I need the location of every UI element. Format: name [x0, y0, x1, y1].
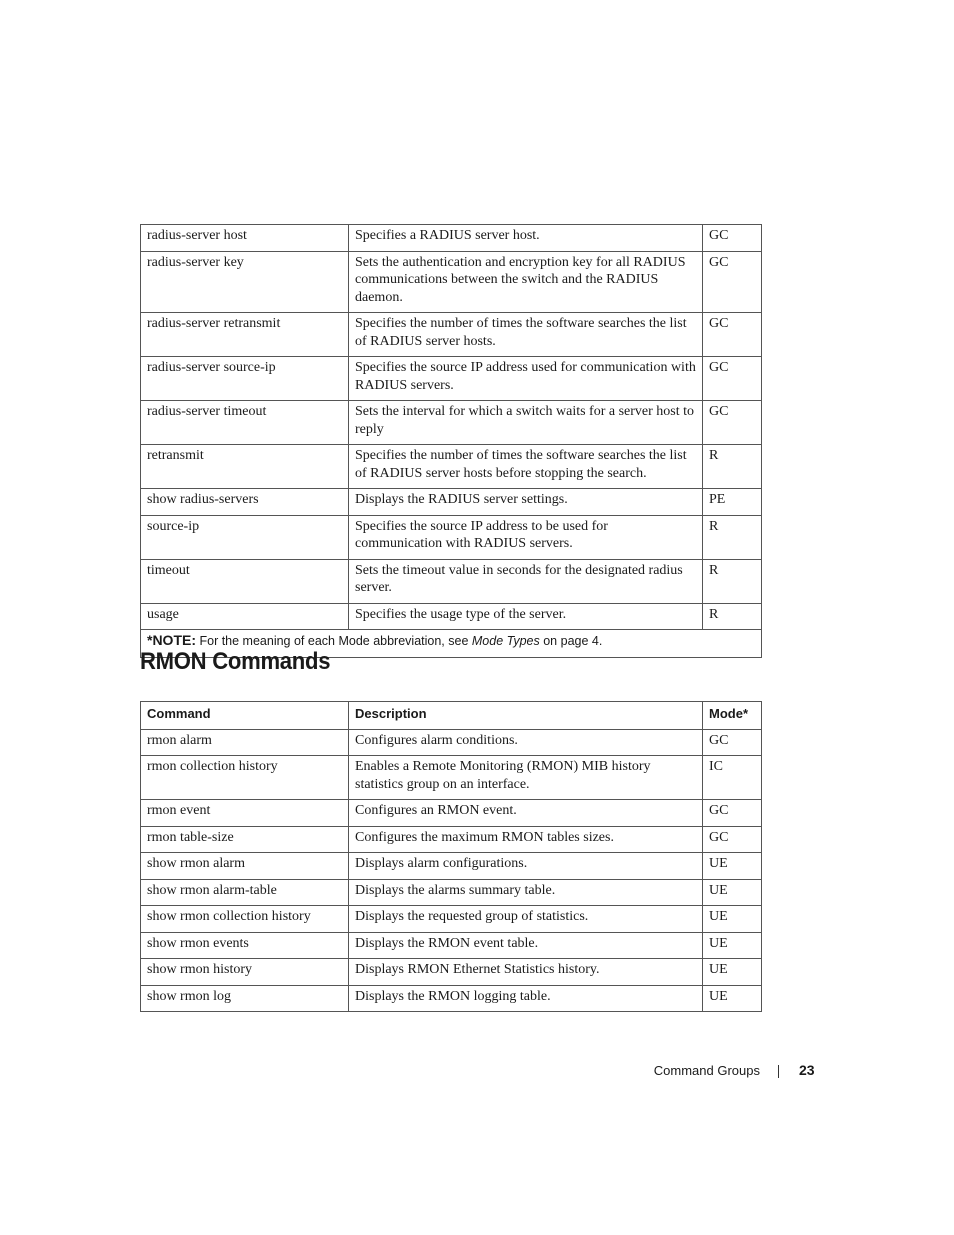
mode-cell: UE [703, 985, 762, 1012]
rmon-commands-table [140, 701, 762, 1012]
command-cell: usage [141, 603, 349, 630]
command-cell: show radius-servers [141, 489, 349, 516]
table-row [141, 729, 762, 756]
description-cell: Configures an RMON event. [349, 800, 703, 827]
note-text: For the meaning of each Mode abbreviation, see [199, 634, 469, 648]
description-cell: Displays the alarms summary table. [349, 879, 703, 906]
table-row [141, 932, 762, 959]
table-row [141, 225, 762, 252]
header-row [141, 702, 762, 730]
table-row [141, 853, 762, 880]
description-cell: Configures alarm conditions. [349, 729, 703, 756]
footer-title: Command Groups [653, 1063, 760, 1078]
description-cell: Sets the interval for which a switch waits for a server host to reply [349, 401, 703, 445]
table-row [141, 445, 762, 489]
page-footer [0, 1062, 954, 1082]
command-cell: source-ip [141, 515, 349, 559]
table-row [141, 800, 762, 827]
command-cell: rmon event [141, 800, 349, 827]
description-header: Description [349, 702, 703, 730]
mode-cell: R [703, 603, 762, 630]
command-cell: show rmon events [141, 932, 349, 959]
command-cell: radius-server source-ip [141, 357, 349, 401]
command-cell: show rmon alarm [141, 853, 349, 880]
command-cell: rmon table-size [141, 826, 349, 853]
description-cell: Specifies a RADIUS server host. [349, 225, 703, 252]
description-cell: Configures the maximum RMON tables sizes. [349, 826, 703, 853]
table-row [141, 559, 762, 603]
command-cell: radius-server retransmit [141, 313, 349, 357]
mode-cell: GC [703, 401, 762, 445]
command-cell: show rmon history [141, 959, 349, 986]
command-cell: timeout [141, 559, 349, 603]
mode-cell: UE [703, 853, 762, 880]
table-row [141, 985, 762, 1012]
table-row [141, 515, 762, 559]
page-number: 23 [799, 1062, 815, 1078]
description-cell: Specifies the source IP address used for communication with RADIUS servers. [349, 357, 703, 401]
note-text-after: on page 4. [543, 634, 603, 648]
description-cell: Specifies the number of times the software searches the list of RADIUS server hosts before stopping the search. [349, 445, 703, 489]
mode-cell: R [703, 515, 762, 559]
mode-cell: GC [703, 826, 762, 853]
description-cell: Specifies the number of times the software searches the list of RADIUS server hosts. [349, 313, 703, 357]
mode-cell: GC [703, 225, 762, 252]
table-row [141, 489, 762, 516]
mode-cell: GC [703, 729, 762, 756]
mode-cell: UE [703, 959, 762, 986]
command-cell: rmon alarm [141, 729, 349, 756]
mode-cell: UE [703, 932, 762, 959]
command-cell: show rmon alarm-table [141, 879, 349, 906]
mode-cell: GC [703, 313, 762, 357]
table-row [141, 756, 762, 800]
section-title: RMON Commands [140, 648, 331, 675]
table-row [141, 603, 762, 630]
mode-cell: PE [703, 489, 762, 516]
mode-cell: R [703, 445, 762, 489]
command-header: Command [141, 702, 349, 730]
description-cell: Displays alarm configurations. [349, 853, 703, 880]
description-cell: Displays RMON Ethernet Statistics history. [349, 959, 703, 986]
table-row [141, 879, 762, 906]
table-row [141, 313, 762, 357]
mode-cell: IC [703, 756, 762, 800]
command-cell: radius-server timeout [141, 401, 349, 445]
description-cell: Enables a Remote Monitoring (RMON) MIB history statistics group on an interface. [349, 756, 703, 800]
description-cell: Sets the authentication and encryption key for all RADIUS communications between the switch and the RADIUS daemon. [349, 251, 703, 313]
command-cell: retransmit [141, 445, 349, 489]
command-cell: rmon collection history [141, 756, 349, 800]
command-cell: radius-server host [141, 225, 349, 252]
mode-header: Mode* [703, 702, 762, 730]
description-cell: Displays the RADIUS server settings. [349, 489, 703, 516]
mode-cell: GC [703, 357, 762, 401]
description-cell: Specifies the usage type of the server. [349, 603, 703, 630]
table-row [141, 826, 762, 853]
mode-cell: UE [703, 906, 762, 933]
table-row [141, 906, 762, 933]
description-cell: Sets the timeout value in seconds for the designated radius server. [349, 559, 703, 603]
mode-cell: R [703, 559, 762, 603]
mode-types-link[interactable]: Mode Types [471, 634, 540, 648]
mode-cell: GC [703, 251, 762, 313]
table-row [141, 959, 762, 986]
command-cell: show rmon collection history [141, 906, 349, 933]
command-cell: show rmon log [141, 985, 349, 1012]
description-cell: Displays the RMON event table. [349, 932, 703, 959]
command-cell: radius-server key [141, 251, 349, 313]
footer-separator [778, 1065, 779, 1078]
table-row [141, 401, 762, 445]
description-cell: Specifies the source IP address to be used for communication with RADIUS servers. [349, 515, 703, 559]
mode-cell: GC [703, 800, 762, 827]
description-cell: Displays the requested group of statistics. [349, 906, 703, 933]
radius-commands-table [140, 224, 762, 658]
mode-cell: UE [703, 879, 762, 906]
table-row [141, 251, 762, 313]
note-label: *NOTE: [147, 632, 196, 648]
description-cell: Displays the RMON logging table. [349, 985, 703, 1012]
table-row [141, 357, 762, 401]
